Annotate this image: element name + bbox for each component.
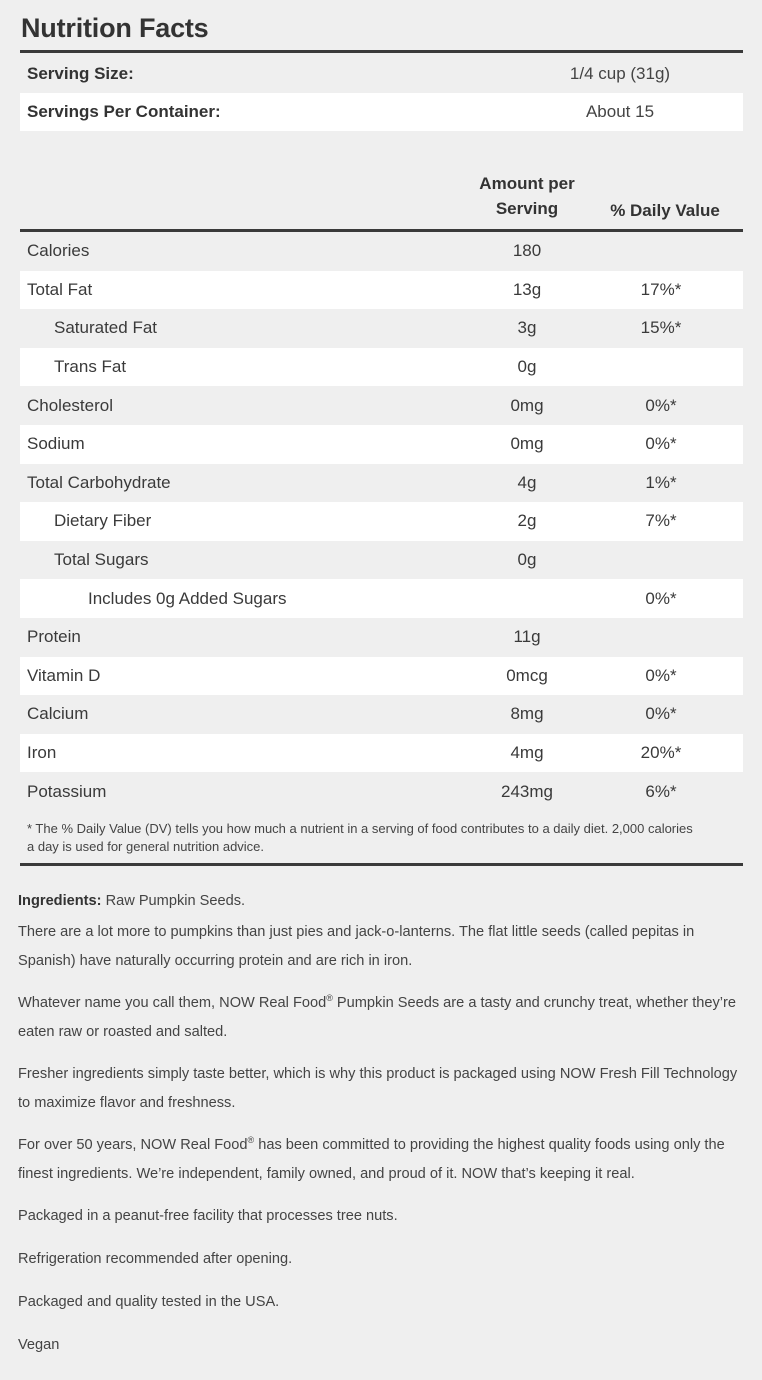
daily-value-header: % Daily Value — [610, 201, 720, 220]
nutrient-amount: 243mg — [501, 781, 553, 801]
nutrient-row — [20, 232, 743, 271]
nutrient-daily-value: 0%* — [645, 588, 677, 608]
nutrient-row — [20, 502, 743, 541]
nutrient-amount: 0mcg — [506, 665, 548, 685]
amount-header-line1: Amount per — [479, 174, 575, 193]
nutrition-facts-title: Nutrition Facts — [20, 0, 743, 53]
nutrient-daily-value: 0%* — [645, 395, 677, 415]
daily-value-footnote: * The % Daily Value (DV) tells you how much a nutrient in a serving of food contributes to a daily diet. 2,000 calories a day is used for general nutrition advice. — [20, 811, 743, 866]
nutrient-name: Total Carbohydrate — [27, 472, 171, 492]
nutrient-amount: 8mg — [510, 704, 544, 724]
amount-header-line2: Serving — [495, 199, 559, 218]
paragraph-text: has been committed to providing the highest quality foods using only the finest ingredients. We’re independent, family owned, and proud of it. NOW that’s keeping it real. — [18, 1137, 725, 1182]
servings-per-container-label: Servings Per Container: — [27, 102, 221, 121]
servings-per-container-row — [20, 93, 743, 131]
nutrient-amount: 4mg — [510, 743, 544, 763]
description-paragraph: Packaged and quality tested in the USA. — [18, 1294, 280, 1310]
nutrient-name: Trans Fat — [54, 357, 127, 377]
amount-per-serving-header — [467, 171, 587, 221]
nutrient-daily-value: 20%* — [640, 743, 682, 763]
nutrient-name: Total Fat — [27, 279, 93, 299]
nutrient-row — [20, 464, 743, 503]
description-paragraph — [18, 989, 743, 1046]
nutrient-row — [20, 657, 743, 696]
description-paragraph: There are a lot more to pumpkins than just pies and jack-o-lanterns. The flat little seeds (called pepitas in Spanish) have naturally occurring protein and are rich in iron. — [18, 924, 695, 969]
nutrient-table — [20, 232, 743, 811]
nutrient-name: Dietary Fiber — [54, 511, 152, 531]
description-paragraph: Fresher ingredients simply taste better, which is why this product is packaged using NOW Fresh Fill Technology to maximize flavor and freshness. — [18, 1066, 738, 1111]
description-paragraph: Refrigeration recommended after opening. — [18, 1251, 293, 1267]
nutrient-amount: 2g — [517, 511, 537, 531]
nutrient-name: Iron — [27, 743, 57, 763]
nutrient-row — [20, 734, 743, 773]
description-paragraph: Vegan — [18, 1337, 60, 1353]
nutrient-amount: 13g — [512, 279, 542, 299]
ingredients-text: Raw Pumpkin Seeds. — [105, 893, 246, 909]
description-paragraph: Packaged in a peanut-free facility that processes tree nuts. — [18, 1208, 398, 1224]
nutrient-row — [20, 772, 743, 811]
servings-per-container-value: About 15 — [585, 102, 655, 121]
paragraph-text: For over 50 years, NOW Real Food — [18, 1137, 248, 1153]
nutrient-amount: 4g — [517, 472, 537, 492]
nutrient-daily-value: 0%* — [645, 434, 677, 454]
nutrient-name: Saturated Fat — [54, 318, 158, 338]
registered-mark: ® — [247, 1135, 255, 1145]
nutrient-name: Calcium — [27, 704, 89, 724]
nutrient-amount: 0g — [517, 357, 537, 377]
nutrient-name: Includes 0g Added Sugars — [88, 588, 287, 608]
nutrition-facts-panel — [20, 0, 743, 866]
nutrient-row — [20, 348, 743, 387]
paragraph-text: Pumpkin Seeds are a tasty and crunchy treat, whether they’re eaten raw or roasted and salted. — [18, 995, 737, 1040]
description-paragraph — [18, 1131, 743, 1188]
nutrient-name: Calories — [27, 241, 90, 261]
serving-size-value: 1/4 cup (31g) — [569, 64, 671, 83]
nutrient-name: Cholesterol — [27, 395, 113, 415]
serving-size-label: Serving Size: — [27, 64, 134, 83]
nutrient-column-header — [20, 166, 743, 232]
nutrient-row — [20, 541, 743, 580]
nutrient-daily-value: 6%* — [645, 781, 677, 801]
nutrient-name: Potassium — [27, 781, 107, 801]
nutrient-amount: 0mg — [510, 434, 544, 454]
nutrient-name: Protein — [27, 627, 81, 647]
nutrient-amount: 180 — [512, 241, 542, 261]
nutrient-name: Vitamin D — [27, 665, 101, 685]
ingredients-line — [18, 888, 743, 914]
nutrient-name: Sodium — [27, 434, 85, 454]
nutrient-row — [20, 309, 743, 348]
nutrient-row — [20, 271, 743, 310]
registered-mark: ® — [326, 993, 333, 1003]
nutrient-row — [20, 579, 743, 618]
nutrient-row — [20, 695, 743, 734]
serving-size-row — [20, 55, 743, 93]
nutrient-name: Total Sugars — [54, 550, 149, 570]
nutrient-row — [20, 386, 743, 425]
nutrient-daily-value: 15%* — [640, 318, 682, 338]
paragraph-text: Whatever name you call them, NOW Real Food — [18, 995, 327, 1011]
ingredients-label: Ingredients: — [18, 893, 102, 909]
nutrient-row — [20, 618, 743, 657]
nutrient-amount: 0mg — [510, 395, 544, 415]
nutrient-daily-value: 0%* — [645, 704, 677, 724]
nutrient-amount: 3g — [517, 318, 537, 338]
nutrient-daily-value: 17%* — [640, 279, 682, 299]
nutrient-amount: 11g — [513, 627, 541, 647]
nutrient-daily-value: 0%* — [645, 665, 677, 685]
product-description — [18, 888, 743, 1374]
nutrient-row — [20, 425, 743, 464]
nutrient-daily-value: 7%* — [645, 511, 677, 531]
nutrient-amount: 0g — [517, 550, 537, 570]
nutrient-daily-value: 1%* — [645, 472, 677, 492]
